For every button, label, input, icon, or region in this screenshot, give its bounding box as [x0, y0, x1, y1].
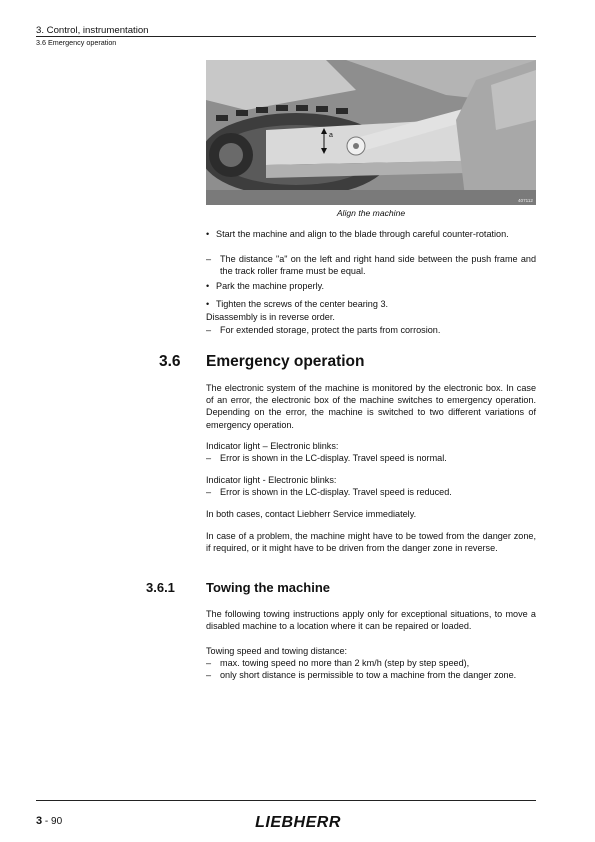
section-title: Emergency operation: [206, 353, 365, 370]
bullet-marker: •: [206, 299, 210, 309]
machine-photo: [206, 60, 536, 205]
towing-intro: The following towing instructions apply only for exceptional situations, to move a disabled machine to a location where it can be repaired or loaded.: [206, 609, 536, 632]
problem-note: In case of a problem, the machine might have to be towed from the danger zone, if required, or it might have to be driven from the danger zone in reverse.: [206, 531, 536, 554]
dash-marker: –: [206, 487, 212, 497]
figure-code: 407112: [518, 198, 533, 203]
dash-marker: –: [206, 670, 212, 680]
instruction-distance: The distance "a" on the left and right hand side between the push frame and the track roller frame must be equal.: [220, 254, 536, 277]
liebherr-logo: [246, 812, 350, 830]
dimension-label-a: a: [329, 132, 333, 139]
storage-note: For extended storage, protect the parts from corrosion.: [220, 325, 441, 335]
towing-distance-item: only short distance is permissible to tow a machine from the danger zone.: [220, 670, 517, 680]
bullet-marker: •: [206, 281, 210, 291]
footer-rule: [36, 800, 536, 801]
case1-label: Indicator light – Electronic blinks:: [206, 441, 339, 451]
instruction-park: Park the machine properly.: [216, 281, 324, 291]
header-rule: [36, 36, 536, 37]
subsection-number: 3.6.1: [146, 580, 175, 595]
section-number: 3.6: [159, 353, 181, 370]
section-intro: The electronic system of the machine is monitored by the electronic box. In case of an error, the electronic box of the machine switches to emergency operation. Depending on the error, the machine is switched to two different variations of emergency operation.: [206, 383, 536, 430]
instruction-tighten: Tighten the screws of the center bearing 3.: [216, 299, 389, 309]
page-number: [36, 815, 62, 827]
dash-marker: –: [206, 254, 212, 264]
towing-speed-label: Towing speed and towing distance:: [206, 646, 348, 656]
dash-marker: –: [206, 453, 212, 463]
dash-marker: –: [206, 325, 212, 335]
page-number-page: - 90: [42, 816, 63, 827]
disassembly-note: Disassembly is in reverse order.: [206, 312, 335, 322]
case2-label: Indicator light - Electronic blinks:: [206, 475, 337, 485]
instruction-start: Start the machine and align to the blade through careful counter-rotation.: [216, 229, 509, 239]
liebherr-logo-text: LIEBHERR: [255, 814, 341, 830]
towing-speed-item: max. towing speed no more than 2 km/h (step by step speed),: [220, 658, 470, 668]
header-section: 3.6 Emergency operation: [36, 38, 117, 47]
page-number-chapter: 3: [36, 815, 43, 827]
subsection-title: Towing the machine: [206, 580, 330, 595]
case2-item: Error is shown in the LC-display. Travel speed is reduced.: [220, 487, 452, 497]
dash-marker: –: [206, 658, 212, 668]
case1-item: Error is shown in the LC-display. Travel speed is normal.: [220, 453, 447, 463]
header-chapter: 3. Control, instrumentation: [36, 25, 149, 36]
bullet-marker: •: [206, 229, 210, 239]
figure-caption: Align the machine: [336, 208, 406, 218]
contact-note: In both cases, contact Liebherr Service immediately.: [206, 509, 417, 519]
